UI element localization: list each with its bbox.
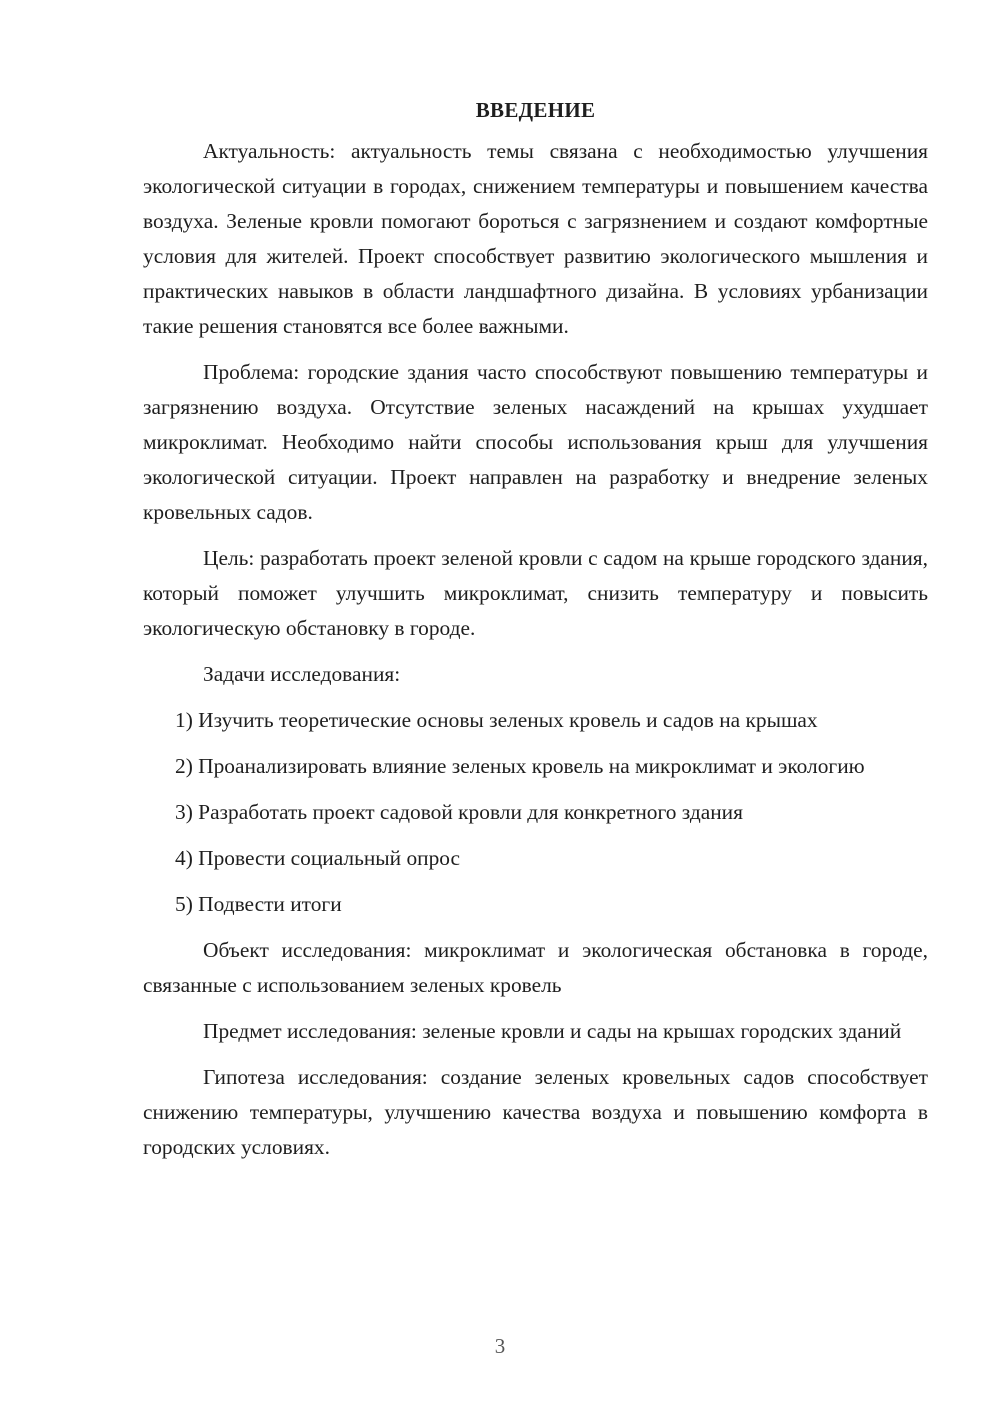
tasks-heading: Задачи исследования:: [203, 662, 401, 686]
task-item-4: 4) Провести социальный опрос: [175, 846, 461, 870]
problem-paragraph: Проблема: городские здания часто способствуют повышению температуры и загрязнению воздуха. Отсутствие зеленых насаждений на крышах ухудшает микроклимат. Необходимо найти способы использования крыш для улучшения экологической ситуации. Проект направлен на разработку и внедрение зеленых кровельных садов.: [143, 360, 928, 524]
page-number: 3: [494, 1334, 506, 1358]
section-title: ВВЕДЕНИЕ: [475, 98, 596, 122]
goal-paragraph: Цель: разработать проект зеленой кровли с садом на крыше городского здания, который поможет улучшить микроклимат, снизить температуру и повысить экологическую обстановку в городе.: [143, 546, 928, 640]
task-item-1: 1) Изучить теоретические основы зеленых кровель и садов на крышах: [175, 708, 818, 732]
object-paragraph: Объект исследования: микроклимат и экологическая обстановка в городе, связанные с использованием зеленых кровель: [143, 938, 928, 997]
hypothesis-paragraph: Гипотеза исследования: создание зеленых кровельных садов способствует снижению температуры, улучшению качества воздуха и повышению комфорта в городских условиях.: [143, 1065, 928, 1159]
task-item-3: 3) Разработать проект садовой кровли для конкретного здания: [175, 800, 743, 824]
page-content: [143, 96, 928, 1176]
relevance-paragraph: Актуальность: актуальность темы связана с необходимостью улучшения экологической ситуации в городах, снижением температуры и повышением качества воздуха. Зеленые кровли помогают бороться с загрязнением и создают комфортные условия для жителей. Проект способствует развитию экологического мышления и практических навыков в области ландшафтного дизайна. В условиях урбанизации такие решения становятся все более важными.: [143, 139, 928, 338]
task-item-5: 5) Подвести итоги: [175, 892, 342, 916]
task-item-2: 2) Проанализировать влияние зеленых кровель на микроклимат и экологию: [175, 754, 865, 778]
subject-paragraph: Предмет исследования: зеленые кровли и сады на крышах городских зданий: [203, 1019, 902, 1043]
